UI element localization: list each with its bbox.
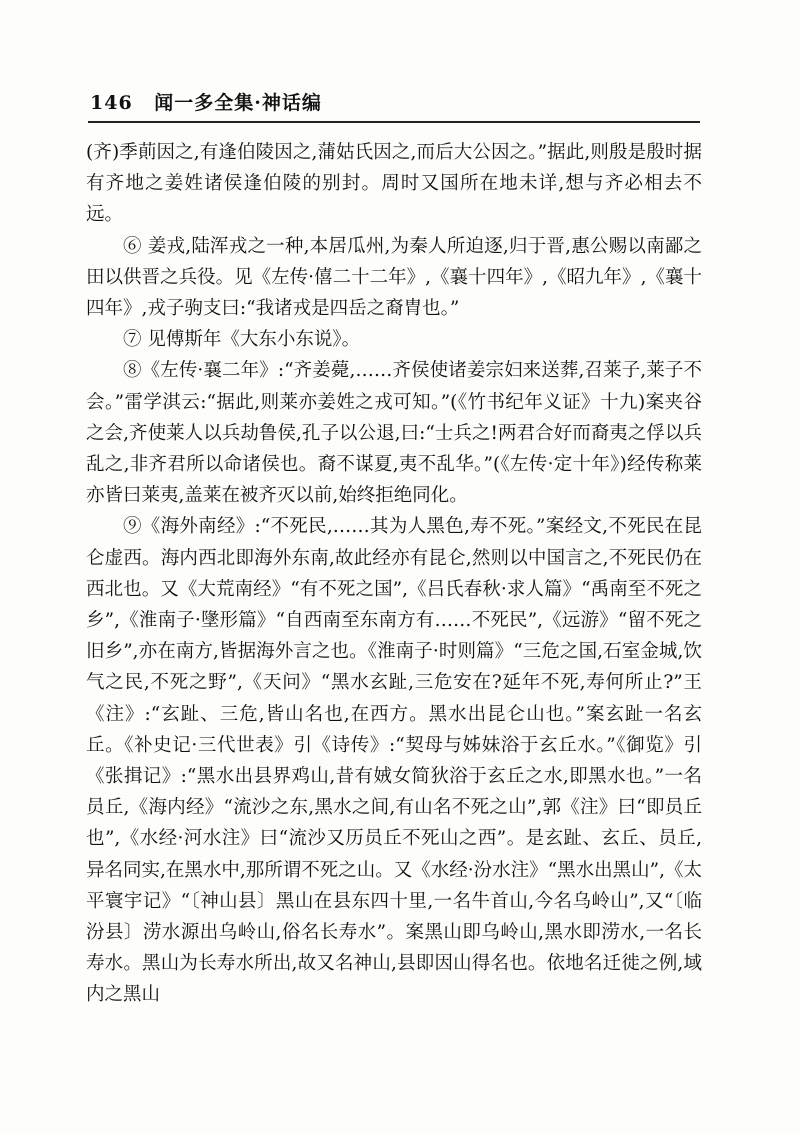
paragraph-continuation: (齐)季萴因之,有逢伯陵因之,蒲姑氏因之,而后大公因之。”据此,则殷是殷时据有齐地之姜姓诸侯逢伯陵的别封。周时又国所在地未详,想与齐必相去不远。 [86,142,702,226]
page-number: 146 [90,92,133,114]
running-header [90,88,700,118]
footnote-9: ⑨《海外南经》:“不死民,……其为人黑色,寿不死。”案经文,不死民在昆仑虚西。海内西北即海外东南,故此经亦有昆仑,然则以中国言之,不死民仍在西北也。又《大荒南经》“有不死之国”,《吕氏春秋·求人篇》“禹南至不死之乡”,《淮南子·墬形篇》“自西南至东南方有……不死民”,《远游》“留不死之旧乡”,亦在南方,皆据海外言之也。《淮南子·时则篇》“三危之国,石室金城,饮气之民,不死之野”,《天问》“黑水玄趾,三危安在?延年不死,寿何所止?”王《注》:“玄趾、三危,皆山名也,在西方。黑水出昆仑山也。”案玄趾一名玄丘。《补史记·三代世表》引《诗传》:“契母与姊妹浴于玄丘水。”《御览》引《张揖记》:“黑水出县界鸡山,昔有娀女简狄浴于玄丘之水,即黑水也。”一名员丘,《海内经》“流沙之东,黑水之间,有山名不死之山”,郭《注》曰“即员丘也”,《水经·河水注》曰“流沙又历员丘不死山之西”。是玄趾、玄丘、员丘,异名同实,在黑水中,那所谓不死之山。又《水经·汾水注》“黑水出黑山”,《太平寰宇记》“〔神山县〕黑山在县东四十里,一名牛首山,今名乌岭山”,又“〔临汾县〕涝水源出乌岭山,俗名长寿水”。案黑山即乌岭山,黑水即涝水,一名长寿水。黑山为长寿水所出,故又名神山,县即因山得名也。依地名迁徙之例,域内之黑山 [86,516,702,1006]
header-rule [88,121,700,123]
footnote-8: ⑧《左传·襄二年》:“齐姜薨,……齐侯使诸姜宗妇来送葬,召莱子,莱子不会。”雷学淇云:“据此,则莱亦姜姓之戎可知。”(《竹书纪年义证》十九)案夹谷之会,齐使莱人以兵劫鲁侯,孔子以公退,曰:“士兵之!两君合好而裔夷之俘以兵乱之,非齐君所以命诸侯也。裔不谋夏,夷不乱华。”(《左传·定十年》)经传称莱亦皆曰莱夷,盖莱在被齐灭以前,始终拒绝同化。 [86,360,702,507]
book-title: 闻一多全集·神话编 [154,92,322,114]
footnote-6: ⑥ 姜戎,陆浑戎之一种,本居瓜州,为秦人所迫逐,归于晋,惠公赐以南鄙之田以供晋之兵役。见《左传·僖二十二年》,《襄十四年》,《昭九年》,《襄十四年》,戎子驹支曰:“我诸戎是四岳之裔胄也。” [86,235,702,320]
body-text [86,137,702,1011]
footnote-7: ⑦ 见傅斯年《大东小东说》。 [123,329,361,351]
